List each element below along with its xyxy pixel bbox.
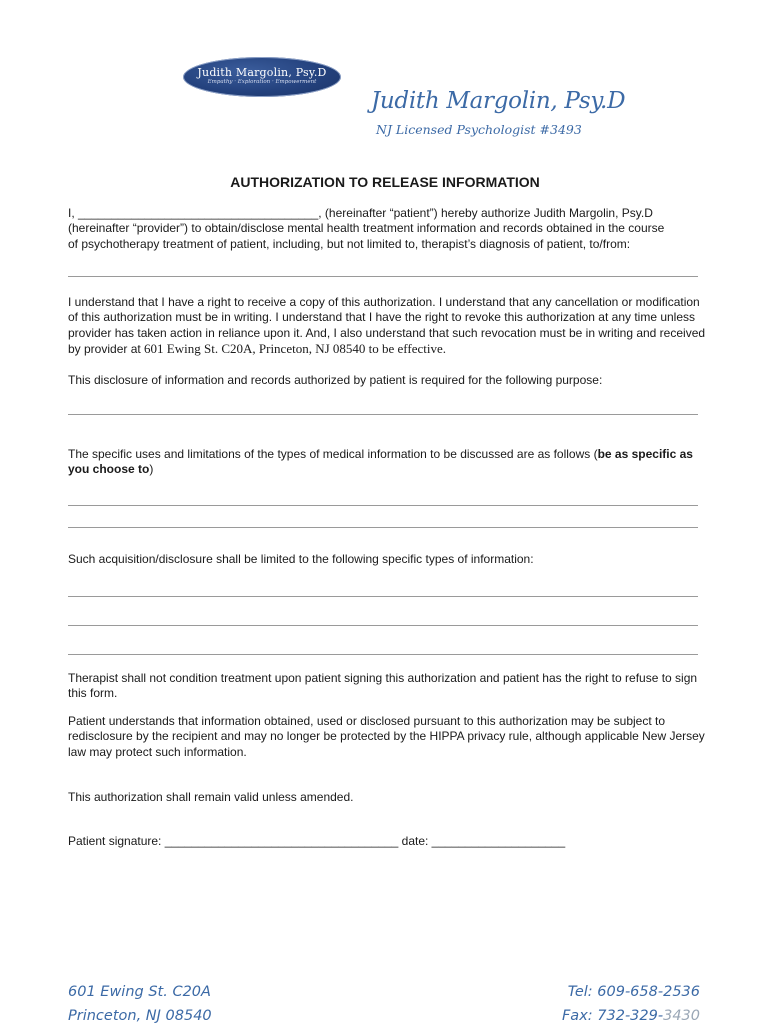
footer-address-line-1: 601 Ewing St. C20A (68, 984, 211, 1000)
acquisition-blank-line-2[interactable] (68, 625, 698, 626)
rights-text: I understand that I have a right to receive a copy of this authorization. I understand that any cancellation or modification of this authorization must be in writing. I understand that I have the right to revoke this authorization at any time unless provider has taken action in reliance upon it. And, I also understand that such revocation must be in writing and received by provider at (68, 295, 706, 357)
rights-paragraph (68, 295, 708, 358)
logo-tagline: Empathy · Exploration · Empowerment (207, 79, 317, 85)
acquisition-blank-line-3[interactable] (68, 654, 698, 655)
footer-fax-tail: 3430 (663, 1008, 700, 1024)
purpose-blank-line[interactable] (68, 414, 698, 415)
uses-blank-line-2[interactable] (68, 527, 698, 528)
logo-name: Judith Margolin, Psy.D (197, 66, 327, 79)
provider-address-inline: 601 Ewing St. C20A, Princeton, NJ 08540 to be effective. (144, 341, 447, 357)
intro-line-1: I, ____________________________________, (hereinafter “patient”) hereby authorize Judith Margolin, Psy.D (68, 206, 653, 220)
practice-logo (183, 57, 341, 97)
footer-fax-main: Fax: 732-329- (561, 1008, 664, 1024)
condition-text: Therapist shall not condition treatment upon patient signing this authorization and patient has the right to refuse to sign this form. (68, 671, 698, 701)
practitioner-name: Judith Margolin, Psy.D (371, 88, 626, 114)
signature-line[interactable]: Patient signature: ___________________________________ date: ____________________ (68, 834, 566, 848)
redisclosure-text: Patient understands that information obtained, used or disclosed pursuant to this authorization may be subject to redisclosure by the recipient and may no longer be protected by the HIPPA privacy rule, although applicable New Jersey law may protect such information. (68, 714, 705, 759)
purpose-text: This disclosure of information and records authorized by patient is required for the following purpose: (68, 373, 603, 387)
footer-contact (562, 980, 700, 1028)
license-number: NJ Licensed Psychologist #3493 (376, 122, 582, 137)
to-from-blank-line[interactable] (68, 276, 698, 277)
validity-text: This authorization shall remain valid unless amended. (68, 790, 354, 804)
footer-address-line-2: Princeton, NJ 08540 (68, 1008, 212, 1024)
uses-close: ) (149, 462, 154, 477)
uses-text: The specific uses and limitations of the types of medical information to be discussed are as follows ( (68, 447, 598, 461)
footer-fax (562, 1004, 700, 1028)
footer-tel: Tel: 609-658-2536 (567, 984, 700, 1000)
intro-paragraph (68, 206, 708, 252)
footer-address (68, 980, 212, 1028)
uses-paragraph (68, 447, 708, 478)
form-title: AUTHORIZATION TO RELEASE INFORMATION (230, 174, 540, 190)
acquisition-blank-line-1[interactable] (68, 596, 698, 597)
uses-emphasis: be as specific as you choose to (68, 447, 693, 477)
uses-blank-line-1[interactable] (68, 505, 698, 506)
intro-line-2: (hereinafter “provider”) to obtain/disclose mental health treatment information and records obtained in the course (68, 221, 665, 236)
intro-line-3: of psychotherapy treatment of patient, including, but not limited to, therapist’s diagnosis of patient, to/from: (68, 236, 631, 251)
acquisition-text: Such acquisition/disclosure shall be limited to the following specific types of information: (68, 552, 534, 566)
